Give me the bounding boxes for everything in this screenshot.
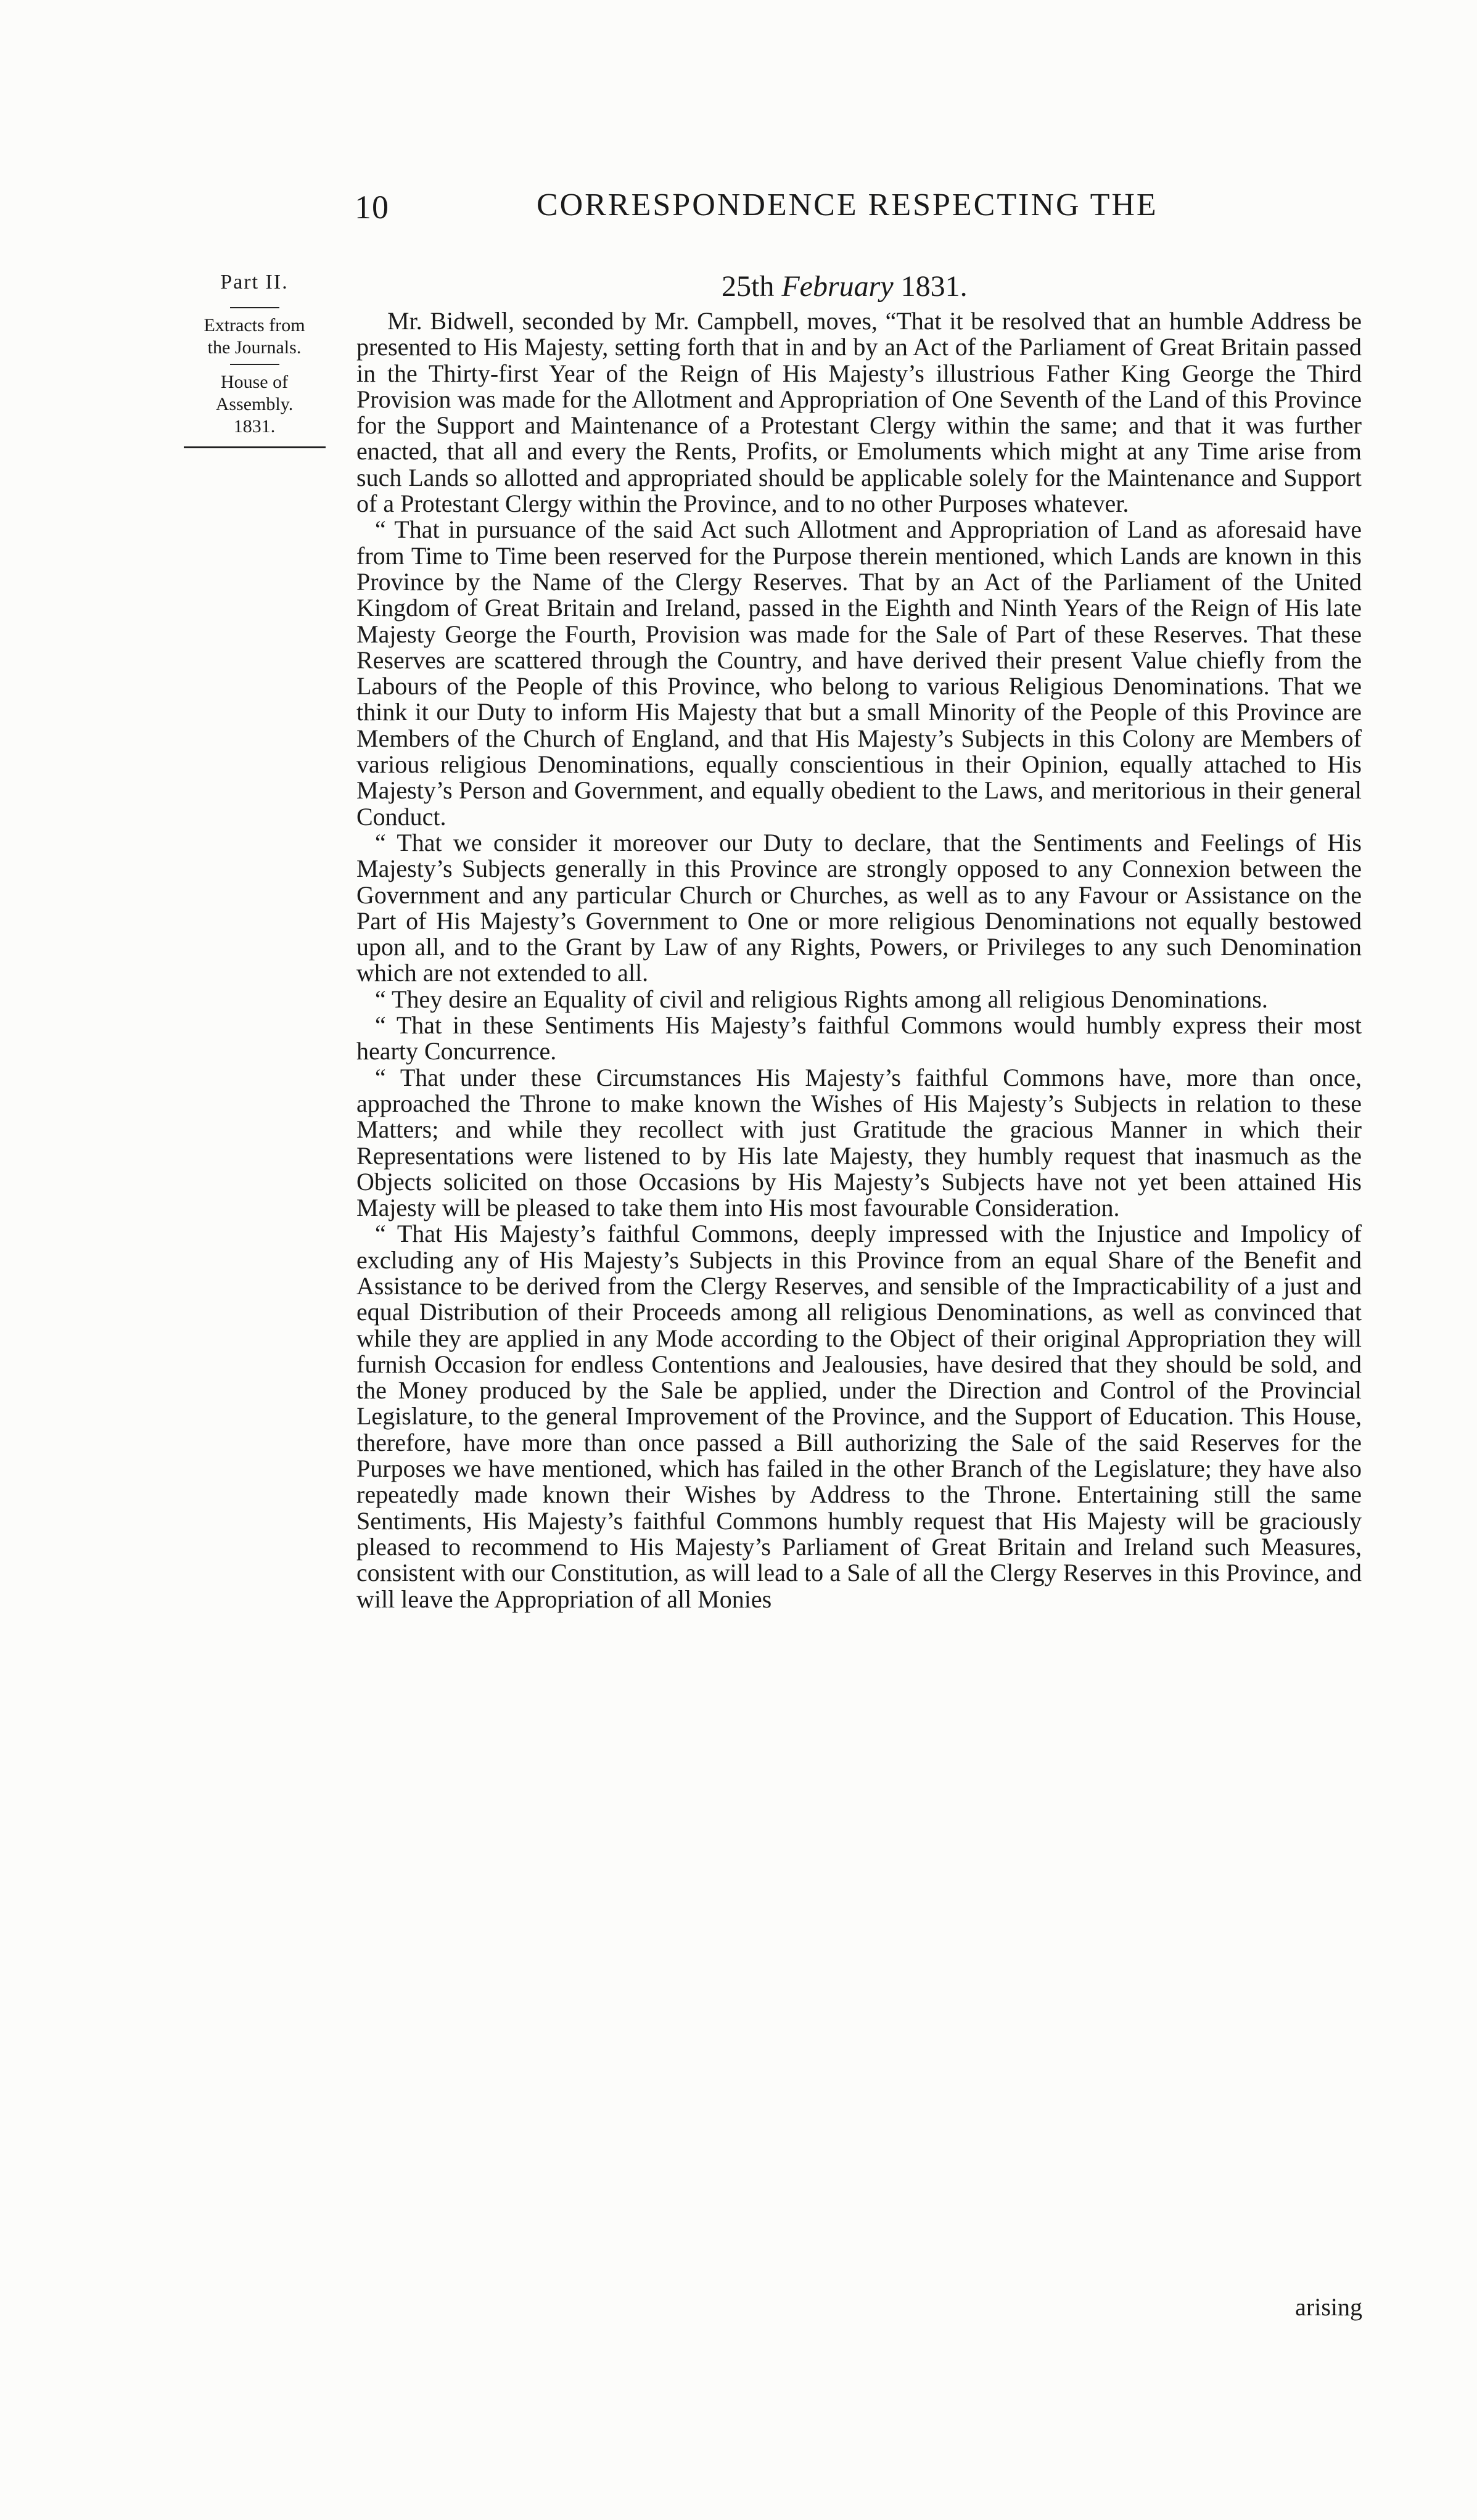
margin-notes [176,271,333,448]
paragraph: “ That under these Circumstances His Majesty’s faithful Commons have, more than once, approached the Throne to make known the Wishes of His Majesty’s Subjects in relation to these Matters; and while they recollect with just Gratitude the gracious Manner in which their Representations were listened to by His late Majesty, they humbly request that inasmuch as the Objects solicited on those Occasions by His Majesty’s Subjects have not yet been attained His Majesty will be pleased to take them into His most favourable Consideration. [356,1063,1362,1222]
margin-divider [230,307,279,308]
page-number: 10 [355,189,389,226]
margin-extracts-line2: the Journals. [207,337,302,358]
margin-long-divider [184,446,326,448]
paragraph: “ That in these Sentiments His Majesty’s faithful Commons would humbly express their most hearty Concurrence. [356,1011,1362,1065]
paragraph: “ That His Majesty’s faithful Commons, deeply impressed with the Injustice and Impolicy of excluding any of His Majesty’s Subjects in this Province from an equal Share of the Benefit and Assistance to be derived from the Clergy Reserves, and sensible of the Impracticability of a just and equal Distribution of their Proceeds among all religious Denominations, as well as convinced that while they are applied in any Mode according to the Object of their original Appropriation they will furnish Occasion for endless Contentions and Jealousies, have desired that they should be sold, and the Money produced by the Sale be applied, under the Direction and Control of the Provincial Legislature, to the general Improvement of the Province, and the Support of Education. This House, therefore, have more than once passed a Bill authorizing the Sale of the said Reserves for the Purposes we have mentioned, which has failed in the other Branch of the Legislature; they have also repeatedly made known their Wishes by Address to the Throne. Entertaining still the same Sentiments, His Majesty’s faithful Commons humbly request that His Majesty will be graciously pleased to recommend to His Majesty’s Parliament of Great Britain and Ireland such Measures, consistent with our Constitution, as will lead to a Sale of all the Clergy Reserves in this Province, and will leave the Appropriation of all Monies [356,1220,1362,1613]
margin-year: 1831. [233,416,276,437]
date-year: 1831. [900,270,968,303]
catchword: arising [1295,2293,1362,2321]
date-day: 25th [722,270,775,303]
entry-date [722,269,968,303]
margin-part-label: Part II. [220,271,289,293]
margin-house-line1: House of [220,372,289,392]
margin-divider [230,364,279,365]
body-text [356,308,1362,1612]
running-title: CORRESPONDENCE RESPECTING THE [537,187,1158,223]
margin-extracts-line1: Extracts from [204,315,305,335]
paragraph: Mr. Bidwell, seconded by Mr. Campbell, moves, “That it be resolved that an humble Address be presented to His Majesty, setting forth that in and by an Act of the Parliament of Great Britain passed in the Thirty-first Year of the Reign of His Majesty’s illustrious Father King George the Third Provision was made for the Allotment and Appropriation of One Seventh of the Land of this Province for the Support and Maintenance of a Protestant Clergy within the same; and that it was further enacted, that all and every the Rents, Profits, or Emoluments which might at any Time arise from such Lands so allotted and appropriated should be applicable solely for the Maintenance and Support of a Protestant Clergy within the Province, and to no other Purposes whatever. [356,307,1362,518]
margin-house-line2: Assembly. [215,394,294,414]
paragraph: “ That in pursuance of the said Act such Allotment and Appropriation of Land as aforesaid have from Time to Time been reserved for the Purpose therein mentioned, which Lands are known in this Province by the Name of the Clergy Reserves. That by an Act of the Parliament of the United Kingdom of Great Britain and Ireland, passed in the Eighth and Ninth Years of the Reign of His late Majesty George the Fourth, Provision was made for the Sale of Part of these Reserves. That these Reserves are scattered through the Country, and have derived their present Value chiefly from the Labours of the People of this Province, who belong to various Religious Denominations. That we think it our Duty to inform His Majesty that but a small Minority of the People of this Province are Members of the Church of England, and that His Majesty’s Subjects in this Colony are Members of various religious Denominations, equally conscientious in their Opinion, equally attached to His Majesty’s Person and Government, and equally obedient to the Laws, and meritorious in their general Conduct. [356,515,1362,831]
paragraph: “ That we consider it moreover our Duty to declare, that the Sentiments and Feelings of His Majesty’s Subjects generally in this Province are strongly opposed to any Connexion between the Government and any particular Church or Churches, as well as to any Favour or Assistance on the Part of His Majesty’s Government to One or more religious Denominations not equally bestowed upon all, and to the Grant by Law of any Rights, Powers, or Privileges to any such Denomination which are not extended to all. [356,828,1362,987]
date-month: February [781,270,894,303]
paragraph: “ They desire an Equality of civil and religious Rights among all religious Denominations. [375,985,1268,1013]
